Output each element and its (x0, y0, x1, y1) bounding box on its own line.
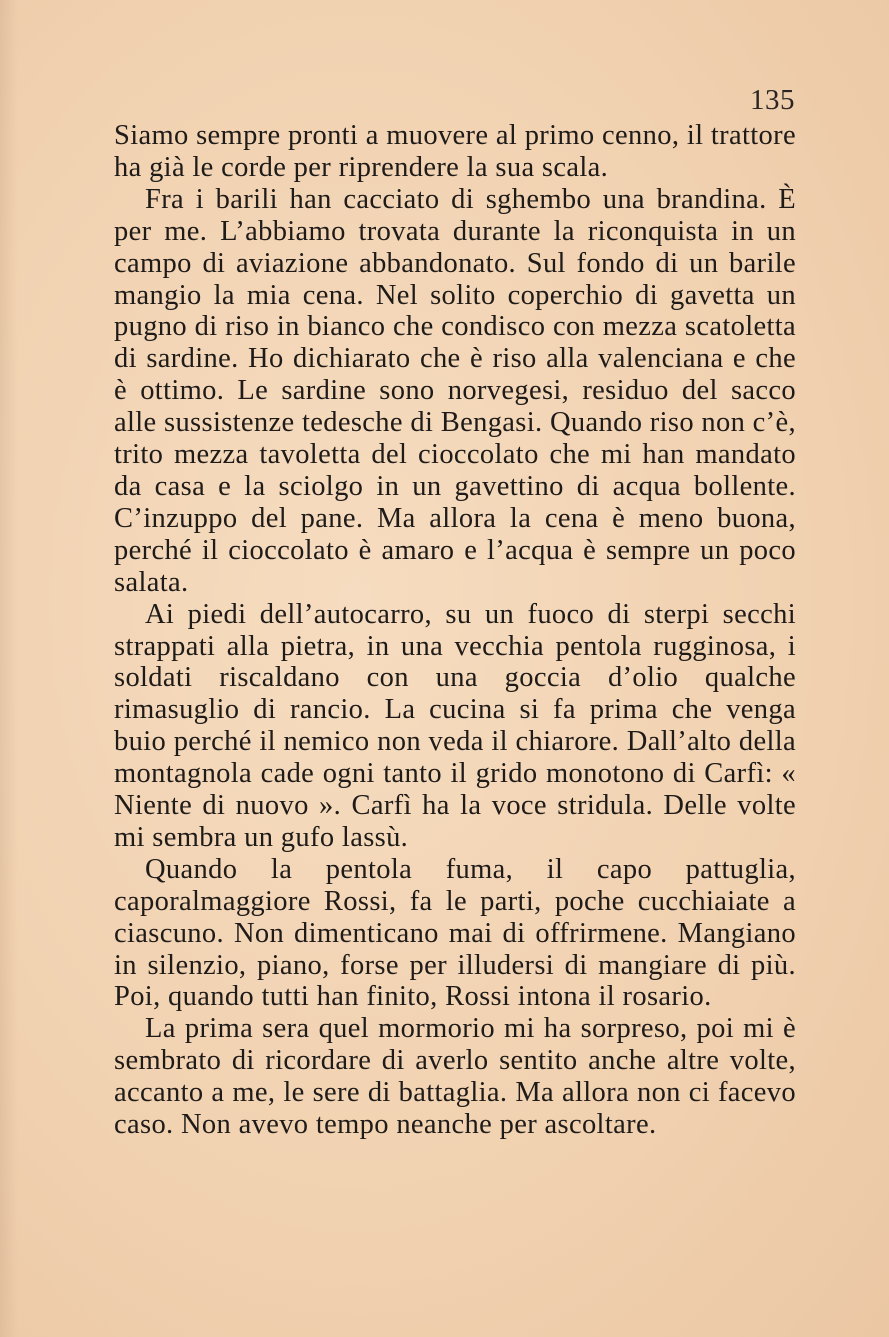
paragraph-1: Siamo sempre pronti a muovere al primo cenno, il trattore ha già le corde per riprendere la sua scala. (114, 120, 796, 183)
paragraph-4: Quando la pentola fuma, il capo pattuglia, caporalmaggiore Rossi, fa le parti, poche cucchiaiate a ciascuno. Non dimenticano mai di offrirmene. Mangiano in silenzio, piano, forse per illudersi di mangiare di più. Poi, quando tutti han finito, Rossi intona il rosario. (114, 853, 796, 1013)
paragraph-2: Fra i barili han cacciato di sghembo una brandina. È per me. L’abbiamo trovata durante la riconquista in un campo di aviazione abbandonato. Sul fondo di un barile mangio la mia cena. Nel solito coperchio di gavetta un pugno di riso in bianco che condisco con mezza scatoletta di sardine. Ho dichiarato che è riso alla valenciana e che è ottimo. Le sardine sono norvegesi, residuo del sacco alle sussistenze tedesche di Bengasi. Quando riso non c’è, trito mezza tavoletta del cioccolato che mi han mandato da casa e la sciolgo in un gavettino di acqua bollente. C’inzuppo del pane. Ma allora la cena è meno buona, perché il cioccolato è amaro e l’acqua è sempre un poco salata. (114, 183, 796, 598)
body-text (114, 120, 796, 1141)
paragraph-3: Ai piedi dell’autocarro, su un fuoco di sterpi secchi strappati alla pietra, in una vecchia pentola rugginosa, i soldati riscaldano con una goccia d’olio qualche rimasuglio di rancio. La cucina si fa prima che venga buio perché il nemico non veda il chiarore. Dall’alto della montagnola cade ogni tanto il grido monotono di Carfì: « Niente di nuovo ». Carfì ha la voce stridula. Delle volte mi sembra un gufo lassù. (114, 598, 796, 853)
paragraph-5: La prima sera quel mormorio mi ha sorpreso, poi mi è sembrato di ricordare di averlo sentito anche altre volte, accanto a me, le sere di battaglia. Ma allora non ci facevo caso. Non avevo tempo neanche per ascoltare. (114, 1013, 796, 1141)
page-number: 135 (750, 84, 795, 116)
